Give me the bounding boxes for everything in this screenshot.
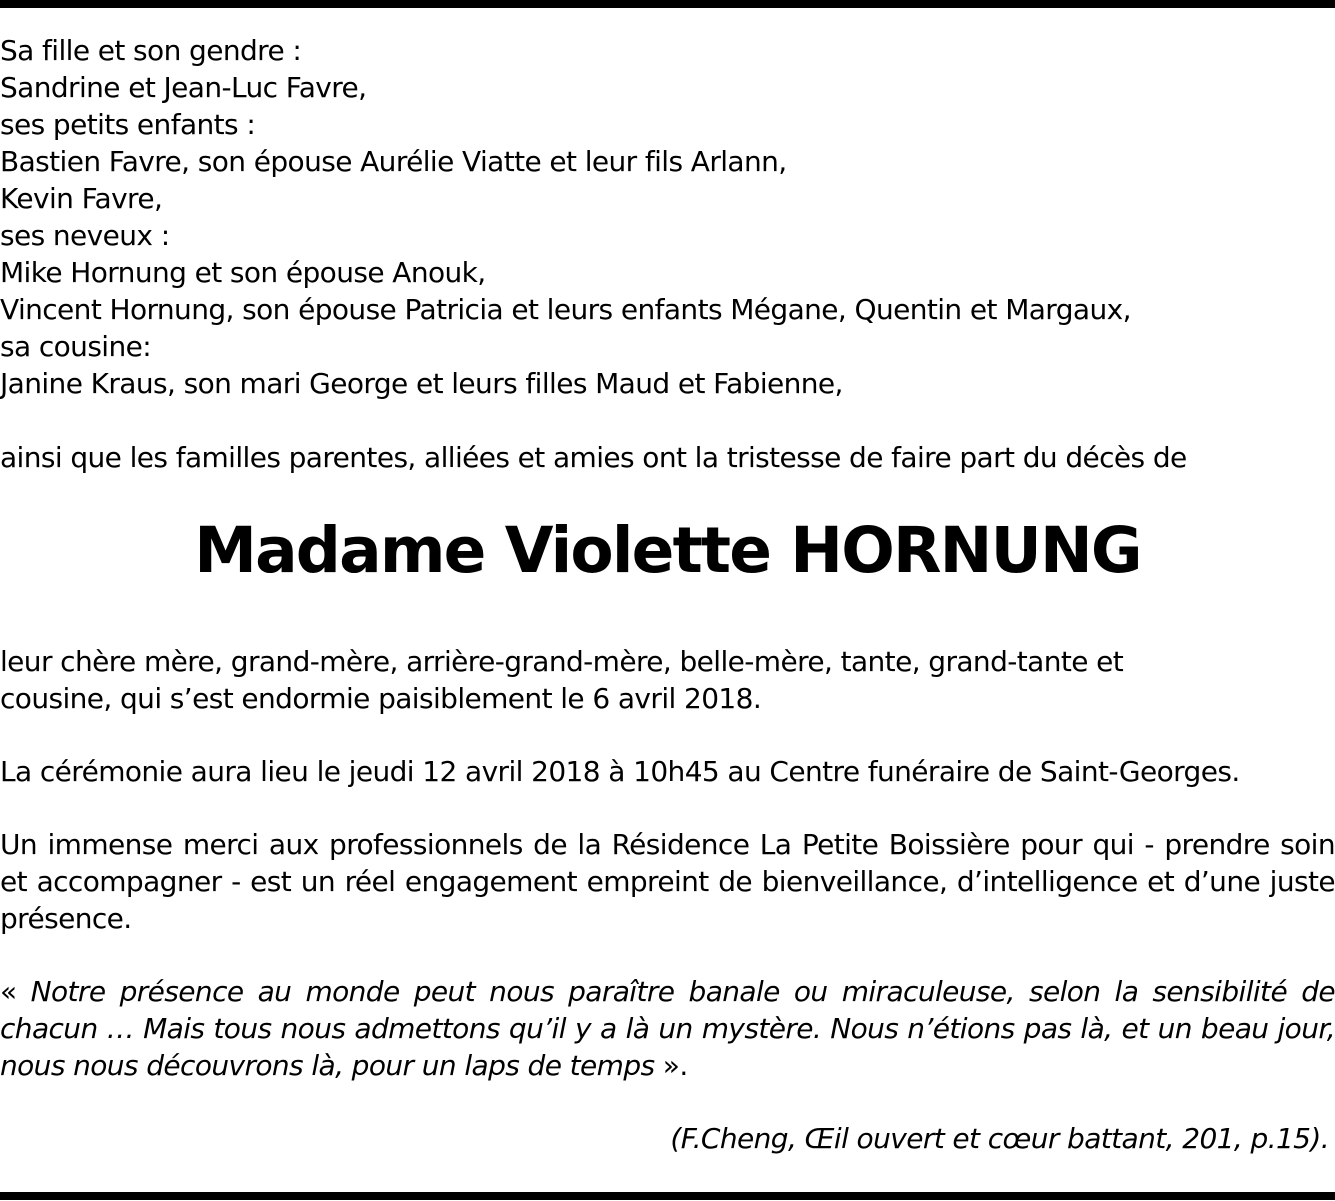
family-line: Janine Kraus, son mari George et leurs filles Maud et Fabienne, (0, 367, 843, 400)
quote-text: Notre présence au monde peut nous paraître banale ou miraculeuse, selon la sensibilité de chacun … Mais tous nous admettons qu’il y a là un mystère. Nous n’étions pas là, et un beau jour, nous nous découvrons là, pour un laps de temps (0, 975, 1335, 1082)
deceased-name: Madame Violette HORNUNG (194, 514, 1141, 587)
quote-close-mark: ». (654, 1049, 688, 1082)
relationship-line: leur chère mère, grand-mère, arrière-grand-mère, belle-mère, tante, grand-tante et (0, 645, 1124, 678)
family-line: Sa fille et son gendre : (0, 34, 302, 67)
family-line: Kevin Favre, (0, 182, 163, 215)
obituary-notice (0, 32, 1335, 1157)
family-line: ses neveux : (0, 219, 170, 252)
family-line: Bastien Favre, son épouse Aurélie Viatte et leur fils Arlann, (0, 145, 787, 178)
bottom-rule (0, 1192, 1335, 1200)
family-line: Mike Hornung et son épouse Anouk, (0, 256, 486, 289)
ceremony-text: La cérémonie aura lieu le jeudi 12 avril 2018 à 10h45 au Centre funéraire de Saint-Georges. (0, 755, 1240, 788)
quote-block (0, 973, 1335, 1084)
top-rule (0, 0, 1335, 8)
family-line: sa cousine: (0, 330, 152, 363)
announcement-text: ainsi que les familles parentes, alliées et amies ont la tristesse de faire part du décès de (0, 441, 1187, 474)
quote-citation: (F.Cheng, Œil ouvert et cœur battant, 201, p.15). (670, 1122, 1329, 1155)
relationship-text (0, 643, 1335, 717)
quote-open-mark: « (0, 975, 31, 1008)
relationship-line: cousine, qui s’est endormie paisiblement le 6 avril 2018. (0, 682, 762, 715)
family-list (0, 32, 1335, 402)
family-line: ses petits enfants : (0, 108, 256, 141)
thanks-text: Un immense merci aux professionnels de la Résidence La Petite Boissière pour qui - prendre soin et accompagner - est un réel engagement empreint de bienveillance, d’intelligence et d’une juste présence. (0, 828, 1335, 935)
family-line: Sandrine et Jean-Luc Favre, (0, 71, 367, 104)
family-line: Vincent Hornung, son épouse Patricia et leurs enfants Mégane, Quentin et Margaux, (0, 293, 1131, 326)
